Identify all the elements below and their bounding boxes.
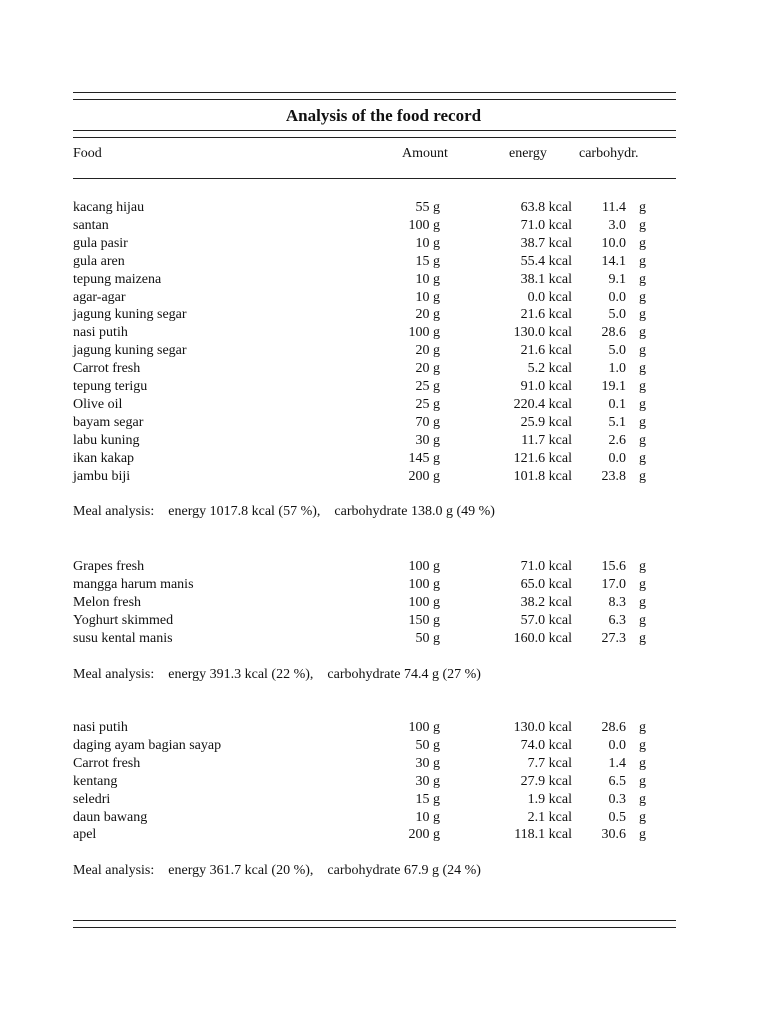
carbohydrate-cell: 14.1 xyxy=(601,253,626,269)
table-row xyxy=(0,235,768,253)
meal-energy-total: energy 1017.8 kcal (57 %), xyxy=(168,504,321,520)
unit-cell: g xyxy=(639,432,646,448)
amount-cell: 200 g xyxy=(408,468,440,484)
column-header-carbohydrate: carbohydr. xyxy=(579,146,639,161)
food-name-cell: santan xyxy=(73,217,109,233)
amount-cell: 10 g xyxy=(415,809,440,825)
amount-cell: 25 g xyxy=(415,396,440,412)
energy-cell: 118.1 kcal xyxy=(514,827,572,843)
table-row xyxy=(0,271,768,289)
table-row xyxy=(0,360,768,378)
table-row xyxy=(0,199,768,217)
table-row xyxy=(0,826,768,844)
amount-cell: 70 g xyxy=(415,414,440,430)
table-row xyxy=(0,324,768,342)
table-row xyxy=(0,253,768,271)
meal-carbohydrate-total: carbohydrate 67.9 g (24 %) xyxy=(327,863,481,879)
energy-cell: 11.7 kcal xyxy=(521,432,572,448)
carbohydrate-cell: 6.3 xyxy=(608,612,626,628)
bottom-double-rule xyxy=(73,920,676,928)
energy-cell: 5.2 kcal xyxy=(527,361,572,377)
unit-cell: g xyxy=(639,396,646,412)
carbohydrate-cell: 6.5 xyxy=(608,773,626,789)
amount-cell: 20 g xyxy=(415,307,440,323)
carbohydrate-cell: 10.0 xyxy=(601,235,626,251)
top-double-rule xyxy=(73,92,676,100)
column-header-energy: energy xyxy=(509,146,547,161)
table-row xyxy=(0,450,768,468)
unit-cell: g xyxy=(639,253,646,269)
unit-cell: g xyxy=(639,630,646,646)
amount-cell: 200 g xyxy=(408,827,440,843)
header-underline xyxy=(73,178,676,179)
food-name-cell: daun bawang xyxy=(73,809,148,825)
carbohydrate-cell: 30.6 xyxy=(601,827,626,843)
food-name-cell: kacang hijau xyxy=(73,200,145,215)
unit-cell: g xyxy=(639,235,646,251)
energy-cell: 220.4 kcal xyxy=(513,396,572,412)
amount-cell: 100 g xyxy=(408,325,440,341)
unit-cell: g xyxy=(639,379,646,394)
energy-cell: 130.0 kcal xyxy=(513,720,572,735)
unit-cell: g xyxy=(639,559,646,574)
energy-cell: 63.8 kcal xyxy=(520,200,572,215)
carbohydrate-cell: 15.6 xyxy=(601,559,626,574)
unit-cell: g xyxy=(639,827,646,843)
food-name-cell: Carrot fresh xyxy=(73,361,141,377)
food-name-cell: jagung kuning segar xyxy=(73,343,187,359)
amount-cell: 20 g xyxy=(415,343,440,359)
carbohydrate-cell: 0.1 xyxy=(608,396,626,412)
food-name-cell: Melon fresh xyxy=(73,594,142,610)
unit-cell: g xyxy=(639,450,646,466)
energy-cell: 121.6 kcal xyxy=(513,450,572,466)
energy-cell: 101.8 kcal xyxy=(513,468,572,484)
food-name-cell: daging ayam bagian sayap xyxy=(73,737,222,753)
amount-cell: 25 g xyxy=(415,379,440,394)
energy-cell: 0.0 kcal xyxy=(527,289,572,305)
carbohydrate-cell: 28.6 xyxy=(601,325,626,341)
food-name-cell: apel xyxy=(73,827,97,843)
amount-cell: 100 g xyxy=(408,217,440,233)
unit-cell: g xyxy=(639,200,646,215)
unit-cell: g xyxy=(639,791,646,807)
energy-cell: 74.0 kcal xyxy=(520,737,572,753)
unit-cell: g xyxy=(639,809,646,825)
amount-cell: 50 g xyxy=(415,630,440,646)
energy-cell: 7.7 kcal xyxy=(527,755,572,771)
carbohydrate-cell: 0.0 xyxy=(608,450,626,466)
energy-cell: 38.1 kcal xyxy=(520,271,572,287)
carbohydrate-cell: 8.3 xyxy=(608,594,626,610)
title-double-rule xyxy=(73,130,676,138)
food-name-cell: Yoghurt skimmed xyxy=(73,612,174,628)
food-name-cell: ikan kakap xyxy=(73,450,135,466)
food-name-cell: kentang xyxy=(73,773,118,789)
carbohydrate-cell: 2.6 xyxy=(608,432,626,448)
meal-carbohydrate-total: carbohydrate 138.0 g (49 %) xyxy=(334,504,495,520)
unit-cell: g xyxy=(639,307,646,323)
unit-cell: g xyxy=(639,414,646,430)
table-row xyxy=(0,306,768,324)
amount-cell: 10 g xyxy=(415,235,440,251)
energy-cell: 91.0 kcal xyxy=(520,379,572,394)
unit-cell: g xyxy=(639,361,646,377)
meal-analysis-label: Meal analysis: xyxy=(73,863,155,879)
table-row xyxy=(0,289,768,307)
meal-analysis-label: Meal analysis: xyxy=(73,504,155,520)
table-row xyxy=(0,719,768,737)
energy-cell: 71.0 kcal xyxy=(520,559,572,574)
unit-cell: g xyxy=(639,343,646,359)
energy-cell: 38.2 kcal xyxy=(520,594,572,610)
energy-cell: 130.0 kcal xyxy=(513,325,572,341)
unit-cell: g xyxy=(639,720,646,735)
carbohydrate-cell: 9.1 xyxy=(608,271,626,287)
carbohydrate-cell: 5.1 xyxy=(608,414,626,430)
amount-cell: 100 g xyxy=(408,576,440,592)
table-row xyxy=(0,594,768,612)
energy-cell: 160.0 kcal xyxy=(513,630,572,646)
carbohydrate-cell: 27.3 xyxy=(601,630,626,646)
food-name-cell: gula aren xyxy=(73,253,125,269)
meal-analysis-summary xyxy=(73,503,495,521)
table-row xyxy=(0,558,768,576)
food-name-cell: gula pasir xyxy=(73,235,128,251)
energy-cell: 38.7 kcal xyxy=(520,235,572,251)
food-name-cell: labu kuning xyxy=(73,432,140,448)
unit-cell: g xyxy=(639,755,646,771)
amount-cell: 10 g xyxy=(415,289,440,305)
energy-cell: 21.6 kcal xyxy=(520,307,572,323)
meal-energy-total: energy 391.3 kcal (22 %), xyxy=(168,666,314,682)
carbohydrate-cell: 28.6 xyxy=(601,720,626,735)
food-name-cell: jagung kuning segar xyxy=(73,307,187,323)
table-row xyxy=(0,791,768,809)
energy-cell: 25.9 kcal xyxy=(520,414,572,430)
amount-cell: 55 g xyxy=(415,200,440,215)
meal-carbohydrate-total: carbohydrate 74.4 g (27 %) xyxy=(327,666,481,682)
amount-cell: 10 g xyxy=(415,271,440,287)
carbohydrate-cell: 3.0 xyxy=(608,217,626,233)
food-name-cell: tepung maizena xyxy=(73,271,162,287)
energy-cell: 71.0 kcal xyxy=(520,217,572,233)
food-name-cell: Carrot fresh xyxy=(73,755,141,771)
unit-cell: g xyxy=(639,217,646,233)
amount-cell: 20 g xyxy=(415,361,440,377)
carbohydrate-cell: 11.4 xyxy=(602,200,626,215)
table-row xyxy=(0,414,768,432)
energy-cell: 1.9 kcal xyxy=(527,791,572,807)
table-row xyxy=(0,342,768,360)
carbohydrate-cell: 0.3 xyxy=(608,791,626,807)
amount-cell: 30 g xyxy=(415,755,440,771)
meal-analysis-label: Meal analysis: xyxy=(73,666,155,682)
table-row xyxy=(0,809,768,827)
carbohydrate-cell: 0.5 xyxy=(608,809,626,825)
food-name-cell: mangga harum manis xyxy=(73,576,194,592)
unit-cell: g xyxy=(639,594,646,610)
carbohydrate-cell: 0.0 xyxy=(608,737,626,753)
food-name-cell: Olive oil xyxy=(73,396,123,412)
amount-cell: 30 g xyxy=(415,773,440,789)
meal-analysis-summary xyxy=(73,862,481,880)
table-row xyxy=(0,755,768,773)
table-row xyxy=(0,576,768,594)
unit-cell: g xyxy=(639,737,646,753)
carbohydrate-cell: 17.0 xyxy=(601,576,626,592)
food-name-cell: Grapes fresh xyxy=(73,559,145,574)
carbohydrate-cell: 0.0 xyxy=(608,289,626,305)
food-name-cell: jambu biji xyxy=(73,468,131,484)
page-title: Analysis of the food record xyxy=(285,106,482,125)
amount-cell: 150 g xyxy=(408,612,440,628)
energy-cell: 2.1 kcal xyxy=(527,809,572,825)
table-row xyxy=(0,468,768,486)
amount-cell: 100 g xyxy=(408,594,440,610)
unit-cell: g xyxy=(639,289,646,305)
carbohydrate-cell: 19.1 xyxy=(601,379,626,394)
unit-cell: g xyxy=(639,576,646,592)
unit-cell: g xyxy=(639,271,646,287)
energy-cell: 21.6 kcal xyxy=(520,343,572,359)
amount-cell: 100 g xyxy=(408,559,440,574)
amount-cell: 100 g xyxy=(408,720,440,735)
table-row xyxy=(0,773,768,791)
meal-analysis-summary xyxy=(73,666,481,684)
amount-cell: 50 g xyxy=(415,737,440,753)
food-name-cell: nasi putih xyxy=(73,720,128,735)
table-row xyxy=(0,737,768,755)
unit-cell: g xyxy=(639,468,646,484)
food-name-cell: nasi putih xyxy=(73,325,128,341)
table-row xyxy=(0,217,768,235)
amount-cell: 145 g xyxy=(408,450,440,466)
food-name-cell: susu kental manis xyxy=(73,630,173,646)
table-row xyxy=(0,612,768,630)
carbohydrate-cell: 23.8 xyxy=(601,468,626,484)
table-row xyxy=(0,432,768,450)
food-name-cell: tepung terigu xyxy=(73,379,148,394)
meal-energy-total: energy 361.7 kcal (20 %), xyxy=(168,863,314,879)
carbohydrate-cell: 5.0 xyxy=(608,307,626,323)
amount-cell: 15 g xyxy=(415,253,440,269)
unit-cell: g xyxy=(639,612,646,628)
food-name-cell: agar-agar xyxy=(73,289,126,305)
carbohydrate-cell: 1.0 xyxy=(608,361,626,377)
food-name-cell: bayam segar xyxy=(73,414,144,430)
food-name-cell: seledri xyxy=(73,791,111,807)
carbohydrate-cell: 5.0 xyxy=(608,343,626,359)
energy-cell: 27.9 kcal xyxy=(520,773,572,789)
unit-cell: g xyxy=(639,325,646,341)
table-row xyxy=(0,378,768,396)
amount-cell: 15 g xyxy=(415,791,440,807)
energy-cell: 65.0 kcal xyxy=(520,576,572,592)
energy-cell: 55.4 kcal xyxy=(520,253,572,269)
energy-cell: 57.0 kcal xyxy=(520,612,572,628)
carbohydrate-cell: 1.4 xyxy=(608,755,626,771)
table-row xyxy=(0,630,768,648)
unit-cell: g xyxy=(639,773,646,789)
column-header-amount: Amount xyxy=(402,146,448,161)
column-header-food: Food xyxy=(73,146,102,161)
table-row xyxy=(0,396,768,414)
amount-cell: 30 g xyxy=(415,432,440,448)
